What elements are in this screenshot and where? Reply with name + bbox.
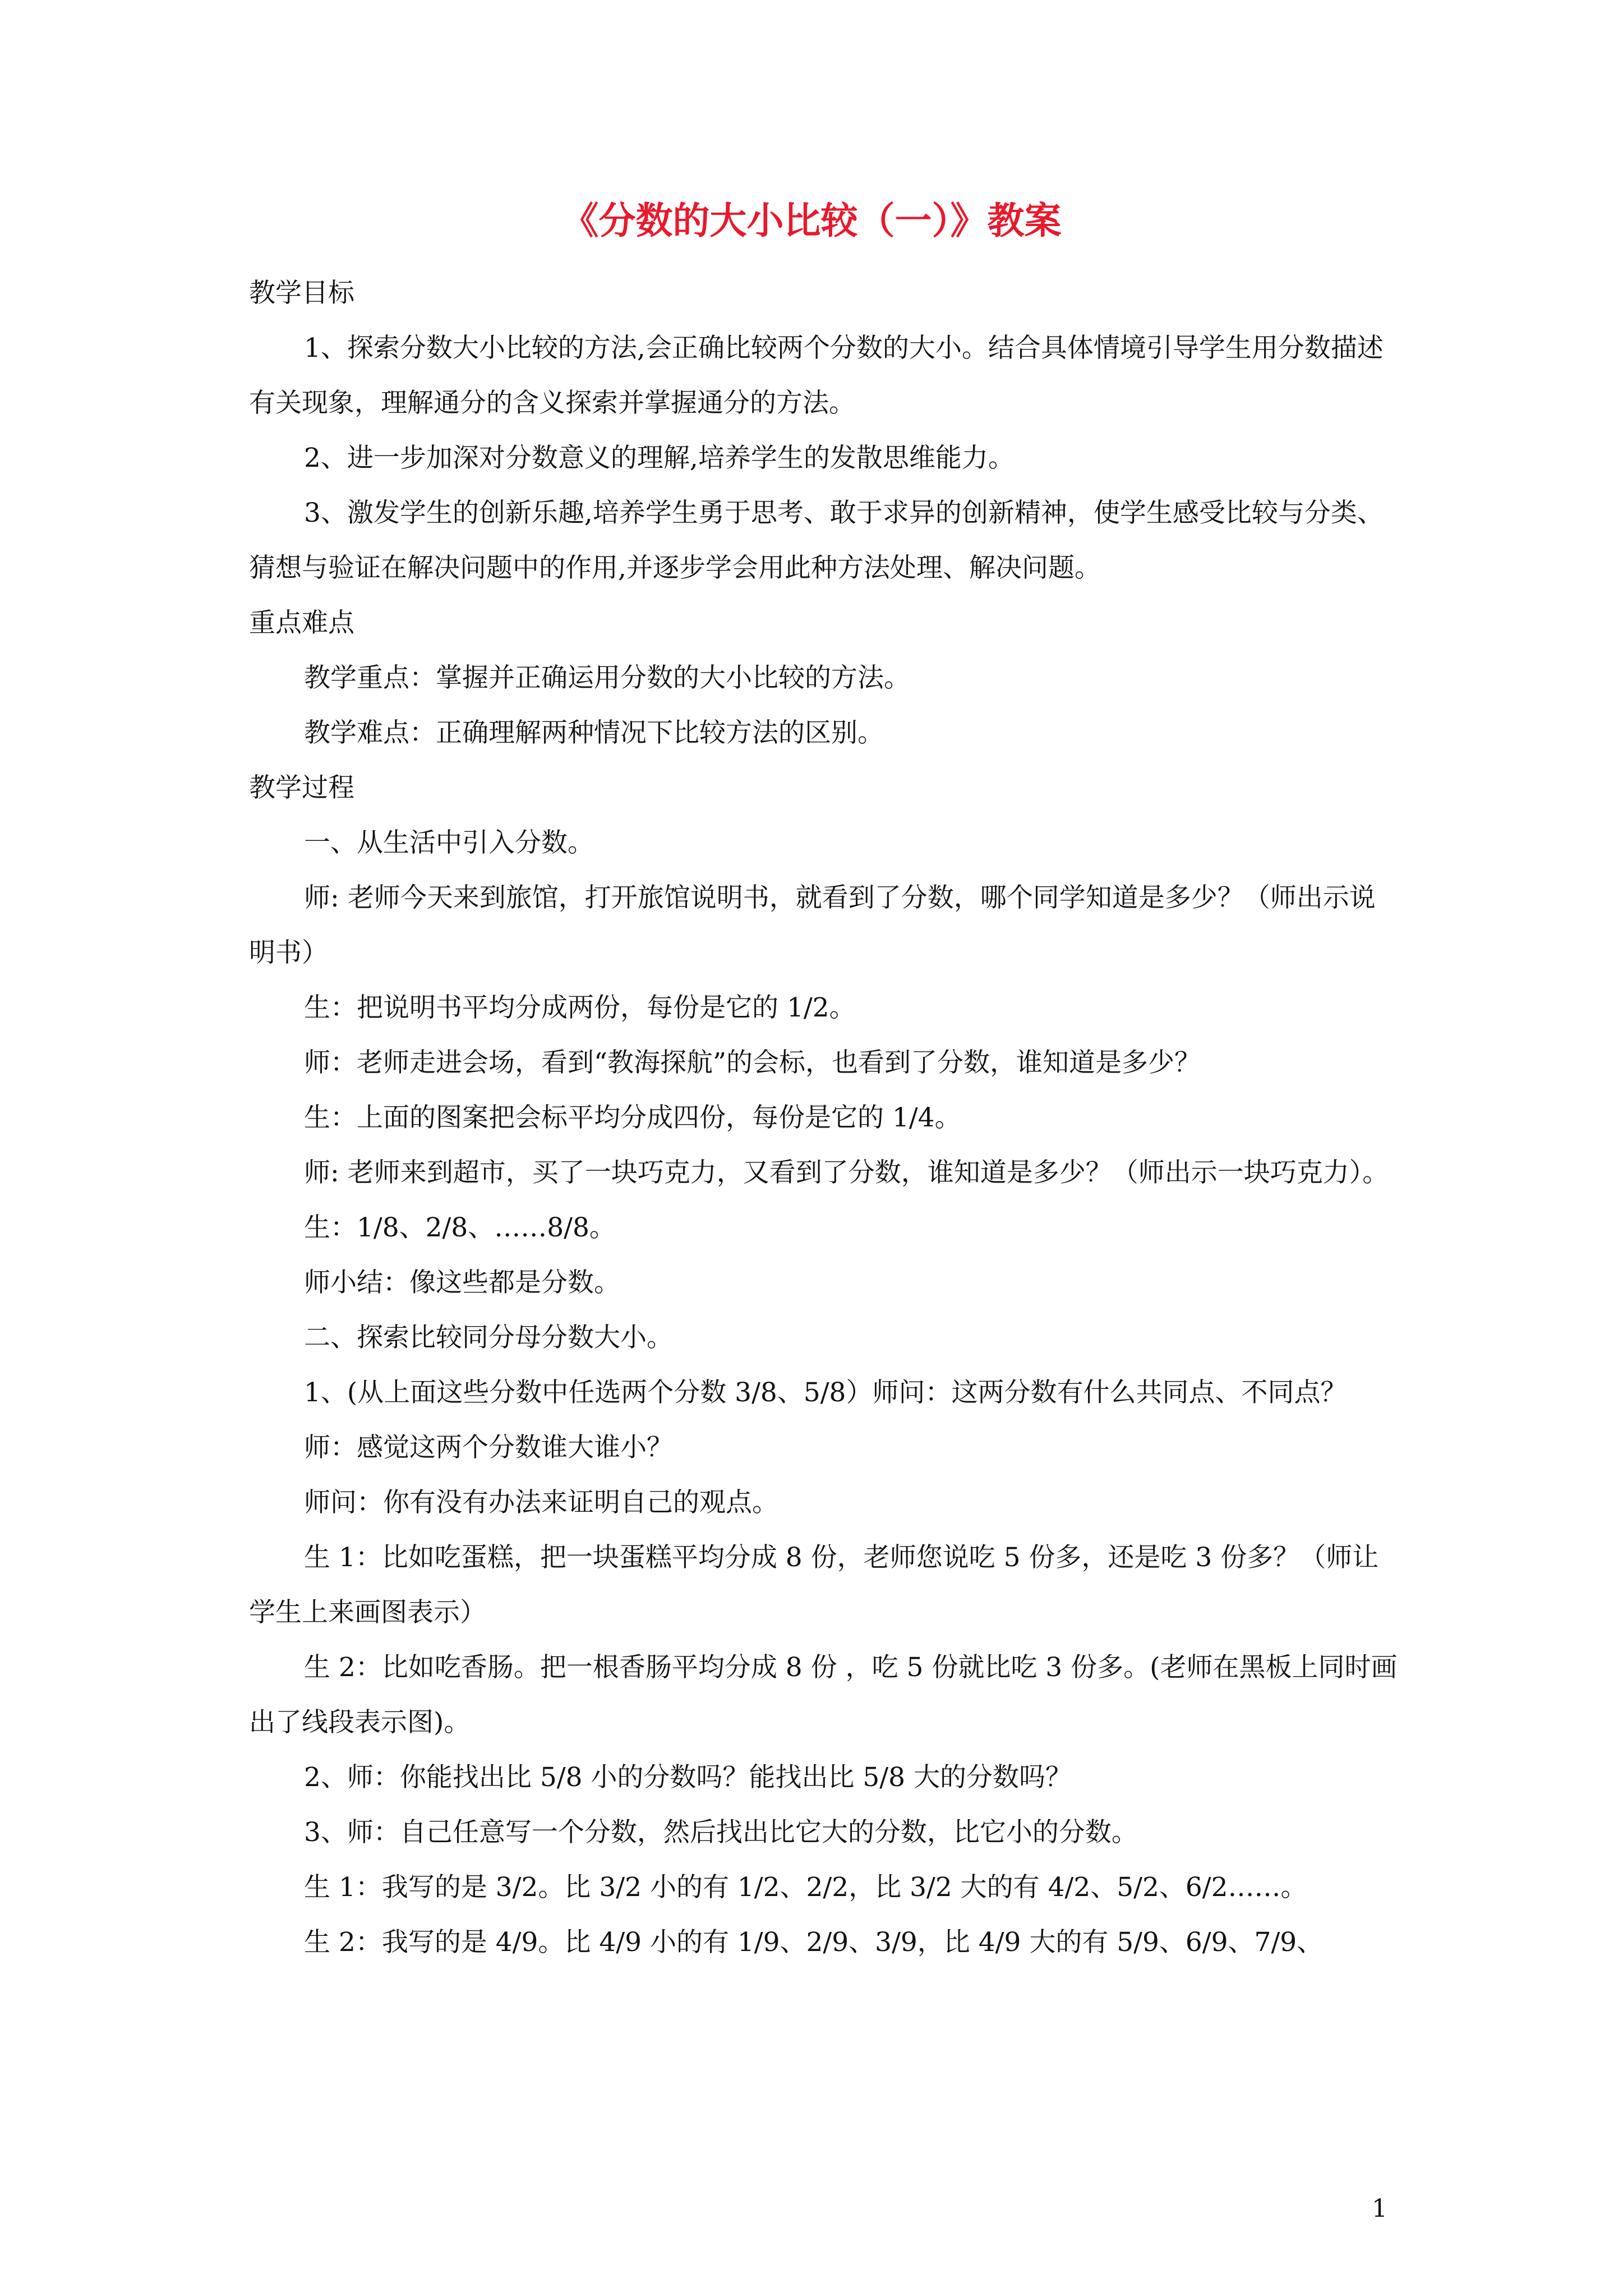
paragraph: 教学难点：正确理解两种情况下比较方法的区别。 bbox=[304, 717, 884, 748]
page-number: 1 bbox=[1372, 2194, 1387, 2223]
document-title: 《分数的大小比较（一）》教案 bbox=[561, 199, 1062, 242]
paragraph: 3、师：自己任意写一个分数，然后找出比它大的分数，比它小的分数。 bbox=[304, 1817, 1138, 1848]
paragraph: 1、(从上面这些分数中任选两个分数 3/8、5/8）师问：这两分数有什么共同点、不同点？ bbox=[304, 1377, 1347, 1408]
paragraph: 师: 老师今天来到旅馆，打开旅馆说明书，就看到了分数，哪个同学知道是多少？（师出示说明书） bbox=[249, 882, 1376, 968]
paragraph: 二、探索比较同分母分数大小。 bbox=[304, 1322, 673, 1353]
paragraph: 一、从生活中引入分数。 bbox=[304, 827, 594, 858]
paragraph: 生 1：比如吃蛋糕，把一块蛋糕平均分成 8 份，老师您说吃 5 份多，还是吃 3 份多？（师让学生上来画图表示） bbox=[249, 1542, 1379, 1628]
paragraph: 生 1：我写的是 3/2。比 3/2 小的有 1/2、2/2，比 3/2 大的有 4/2、5/2、6/2……。 bbox=[304, 1872, 1307, 1903]
paragraph: 1、探索分数大小比较的方法,会正确比较两个分数的大小。结合具体情境引导学生用分数描述有关现象，理解通分的含义探索并掌握通分的方法。 bbox=[249, 333, 1384, 418]
paragraph: 生 2：我写的是 4/9。比 4/9 小的有 1/9、2/9、3/9，比 4/9 大的有 5/9、6/9、7/9、 bbox=[304, 1927, 1324, 1958]
section-heading-key-points: 重点难点 bbox=[249, 608, 354, 638]
paragraph: 生：把说明书平均分成两份，每份是它的 1/2。 bbox=[304, 992, 856, 1023]
paragraph: 师小结：像这些都是分数。 bbox=[304, 1267, 620, 1298]
paragraph: 3、激发学生的创新乐趣,培养学生勇于思考、敢于求异的创新精神，使学生感受比较与分类、猜想与验证在解决问题中的作用,并逐步学会用此种方法处理、解决问题。 bbox=[249, 498, 1384, 583]
section-heading-objectives: 教学目标 bbox=[249, 278, 354, 309]
paragraph: 2、进一步加深对分数意义的理解,培养学生的发散思维能力。 bbox=[304, 443, 1015, 473]
paragraph: 师: 老师来到超市，买了一块巧克力，又看到了分数，谁知道是多少？（师出示一块巧克力）。 bbox=[304, 1157, 1389, 1188]
section-heading-process: 教学过程 bbox=[249, 772, 354, 803]
paragraph: 师：老师走进会场，看到“教海探航”的会标，也看到了分数，谁知道是多少？ bbox=[304, 1047, 1201, 1078]
paragraph: 生：1/8、2/8、……8/8。 bbox=[304, 1212, 616, 1243]
paragraph: 生 2：比如吃香肠。把一根香肠平均分成 8 份 ，吃 5 份就比吃 3 份多。(老师在黑板上同时画出了线段表示图)。 bbox=[249, 1652, 1398, 1738]
paragraph: 2、师：你能找出比 5/8 小的分数吗？能找出比 5/8 大的分数吗？ bbox=[304, 1762, 1072, 1793]
paragraph: 师问：你有没有办法来证明自己的观点。 bbox=[304, 1487, 778, 1518]
document-body bbox=[249, 266, 1400, 1970]
paragraph: 师：感觉这两个分数谁大谁小？ bbox=[304, 1432, 673, 1463]
paragraph: 生：上面的图案把会标平均分成四份，每份是它的 1/4。 bbox=[304, 1102, 961, 1133]
paragraph: 教学重点：掌握并正确运用分数的大小比较的方法。 bbox=[304, 662, 910, 693]
